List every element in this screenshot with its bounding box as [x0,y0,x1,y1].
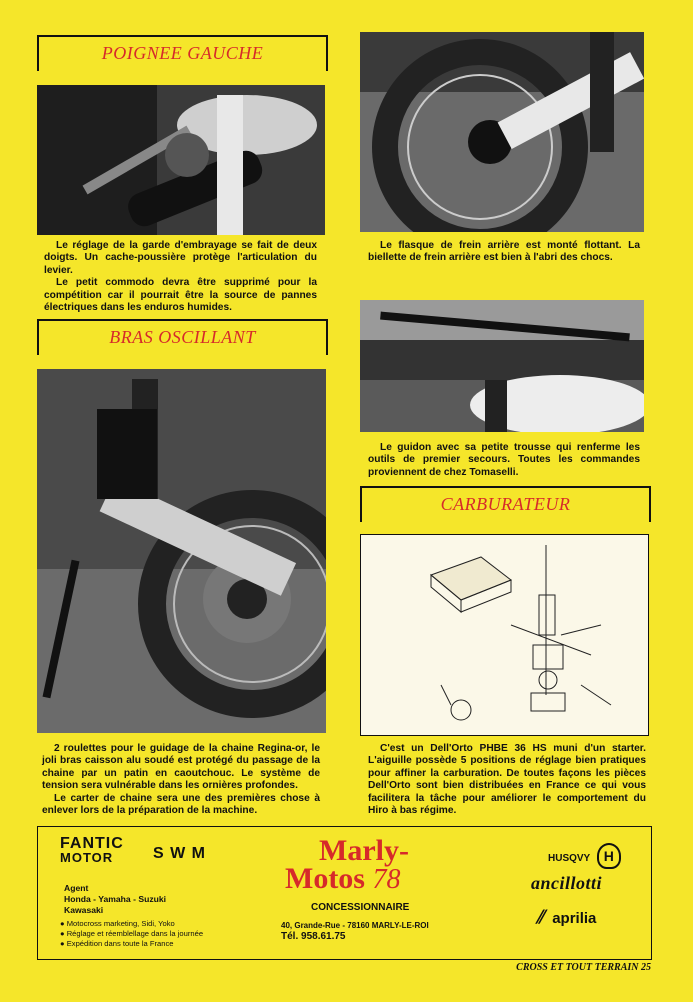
photo-swingarm [37,369,326,733]
section-head-bras [37,319,328,355]
section-head-poignee [37,35,328,71]
caption-guidon-p1: Le guidon avec sa petite trousse qui renferme les outils de premier secours. Toutes les commandes proviennent de chez Tomaselli. [368,442,640,478]
brands-line2: Kawasaki [64,905,104,915]
concession-label: CONCESSIONNAIRE [311,902,410,913]
husqvarna-logo: HUSQVY H [548,843,621,869]
tel-line: Tél. 958.61.75 [281,931,346,942]
page-footer: CROSS ET TOUT TERRAIN 25 [516,962,651,973]
swm-logo: S W M [153,845,206,862]
caption-bras-p1: 2 roulettes pour le guidage de la chaine Regina-or, le joli bras caisson alu soudé est protégé du passage de la chaine par un patin en caoutchouc. Le système de tension sera vulnérable dans les ornières profondes. [42,743,320,792]
bullet-item: ● Motocross marketing, Sidi, Yoko [60,919,175,928]
caption-poignee [44,240,317,314]
marly-text: Marly- [319,834,409,867]
section-title-bras: BRAS OSCILLANT [109,327,256,347]
caption-poignee-p1: Le réglage de la garde d'embrayage se fait de deux doigts. Un cache-poussière protège l'articulation du levier. [44,240,317,276]
section-head-carburateur [360,486,651,522]
marly-motos-logo [285,834,409,895]
aprilia-emblem-icon: ⫽ [536,907,545,927]
ancillotti-logo: ancillotti [531,873,603,893]
motor-text: MOTOR [60,850,114,865]
motos-text: Motos 78 [285,862,401,895]
caption-bras-p2: Le carter de chaine sera une des premières chose à enlever lors de la préparation de la machine. [42,792,320,817]
caption-carbu [368,743,646,817]
agent-block [64,883,166,916]
brands-line1: Honda - Yamaha - Suzuki [64,894,167,904]
caption-frein [368,240,640,265]
caption-bras [42,743,320,817]
photo-rear-brake [360,32,644,232]
bullet-item: ● Expédition dans toute la France [60,939,174,948]
agent-label: Agent [64,883,89,893]
address-line: 40, Grande-Rue - 78160 MARLY-LE-ROI [281,921,429,930]
caption-poignee-p2: Le petit commodo devra être supprimé pour la compétition car il pourrait être la source de pannes électriques dans les enduros humides. [44,277,317,314]
caption-carbu-p1: C'est un Dell'Orto PHBE 36 HS muni d'un starter. L'aiguille possède 5 positions de réglage bien pratiques pour affiner la carburation. De toutes façons les pièces Dell'Orto sont bien distribuées en France ce qui vous facilitera la tâche pour améliorer le comportement du Hiro à bas régime. [368,743,646,817]
bullet-item: ● Réglage et réemblellage dans la journée [60,929,204,938]
caption-frein-p1: Le flasque de frein arrière est monté flottant. La biellette de frein arrière est bien à l'abri des chocs. [368,240,640,264]
photo-left-handlebar [37,85,325,235]
husqvarna-emblem-icon: H [597,843,621,869]
ad-box [37,826,652,960]
aprilia-logo: ⫽ aprilia [536,907,597,927]
carburetor-diagram [360,534,649,736]
svg-text:H: H [486,388,502,413]
fantic-text: FANTIC [60,835,124,852]
photo-handlebar [360,300,644,432]
section-title-poignee: POIGNEE GAUCHE [101,43,264,63]
bullet-list [60,919,203,949]
fantic-logo [60,837,124,865]
section-title-carburateur: CARBURATEUR [440,494,571,514]
caption-guidon [368,442,640,479]
